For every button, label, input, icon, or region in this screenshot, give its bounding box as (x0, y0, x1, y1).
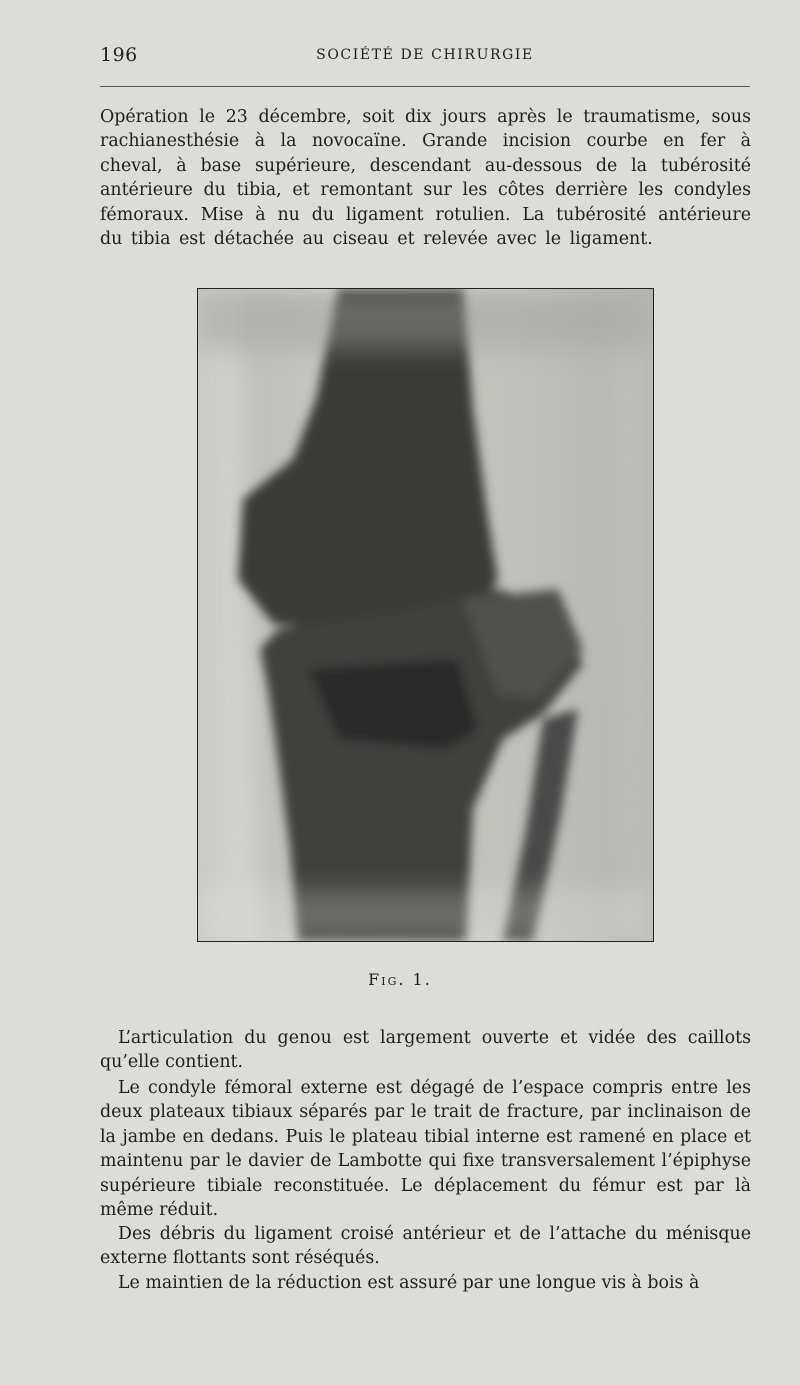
paragraph-debris: Des débris du ligament croisé antérieur et de l’attache du ménisque externe flottants sont réséqués. (100, 1224, 751, 1269)
paragraph-articulation: L’articulation du genou est largement ouverte et vidée des caillots qu’elle contient. (100, 1028, 751, 1073)
figure-caption-text: Fig. 1. (368, 970, 432, 989)
figure-caption (0, 970, 800, 989)
knee-xray-image (198, 289, 653, 941)
page-header (100, 44, 750, 74)
header-rule (100, 86, 750, 87)
paragraph-maintien: Le maintien de la réduction est assuré par une longue vis à bois à (118, 1273, 700, 1293)
page-number: 196 (100, 44, 138, 66)
paragraph-condyle: Le condyle fémoral externe est dégagé de l’espace compris entre les deux plateaux tibiaux séparés par le trait de fracture, par inclinaison de la jambe en dedans. Puis le plateau tibial interne est ramené en place et maintenu par le davier de Lambotte qui fixe transversalement l’épiphyse supérieure tibiale reconstituée. Le déplacement du fémur est par là même réduit. (100, 1078, 751, 1221)
running-head: SOCIÉTÉ DE CHIRURGIE (316, 47, 534, 63)
knee-xray-figure (197, 288, 654, 942)
paragraph-operation: Opération le 23 décembre, soit dix jours après le traumatisme, sous rachianesthésie à la novocaïne. Grande incision courbe en fer à cheval, à base supérieure, descendant au-dessous de la tubérosité antérieure du tibia, et remontant sur les côtes derrière les condyles fémoraux. Mise à nu du ligament rotulien. La tubérosité antérieure du tibia est détachée au ciseau et relevée avec le ligament. (100, 107, 751, 250)
